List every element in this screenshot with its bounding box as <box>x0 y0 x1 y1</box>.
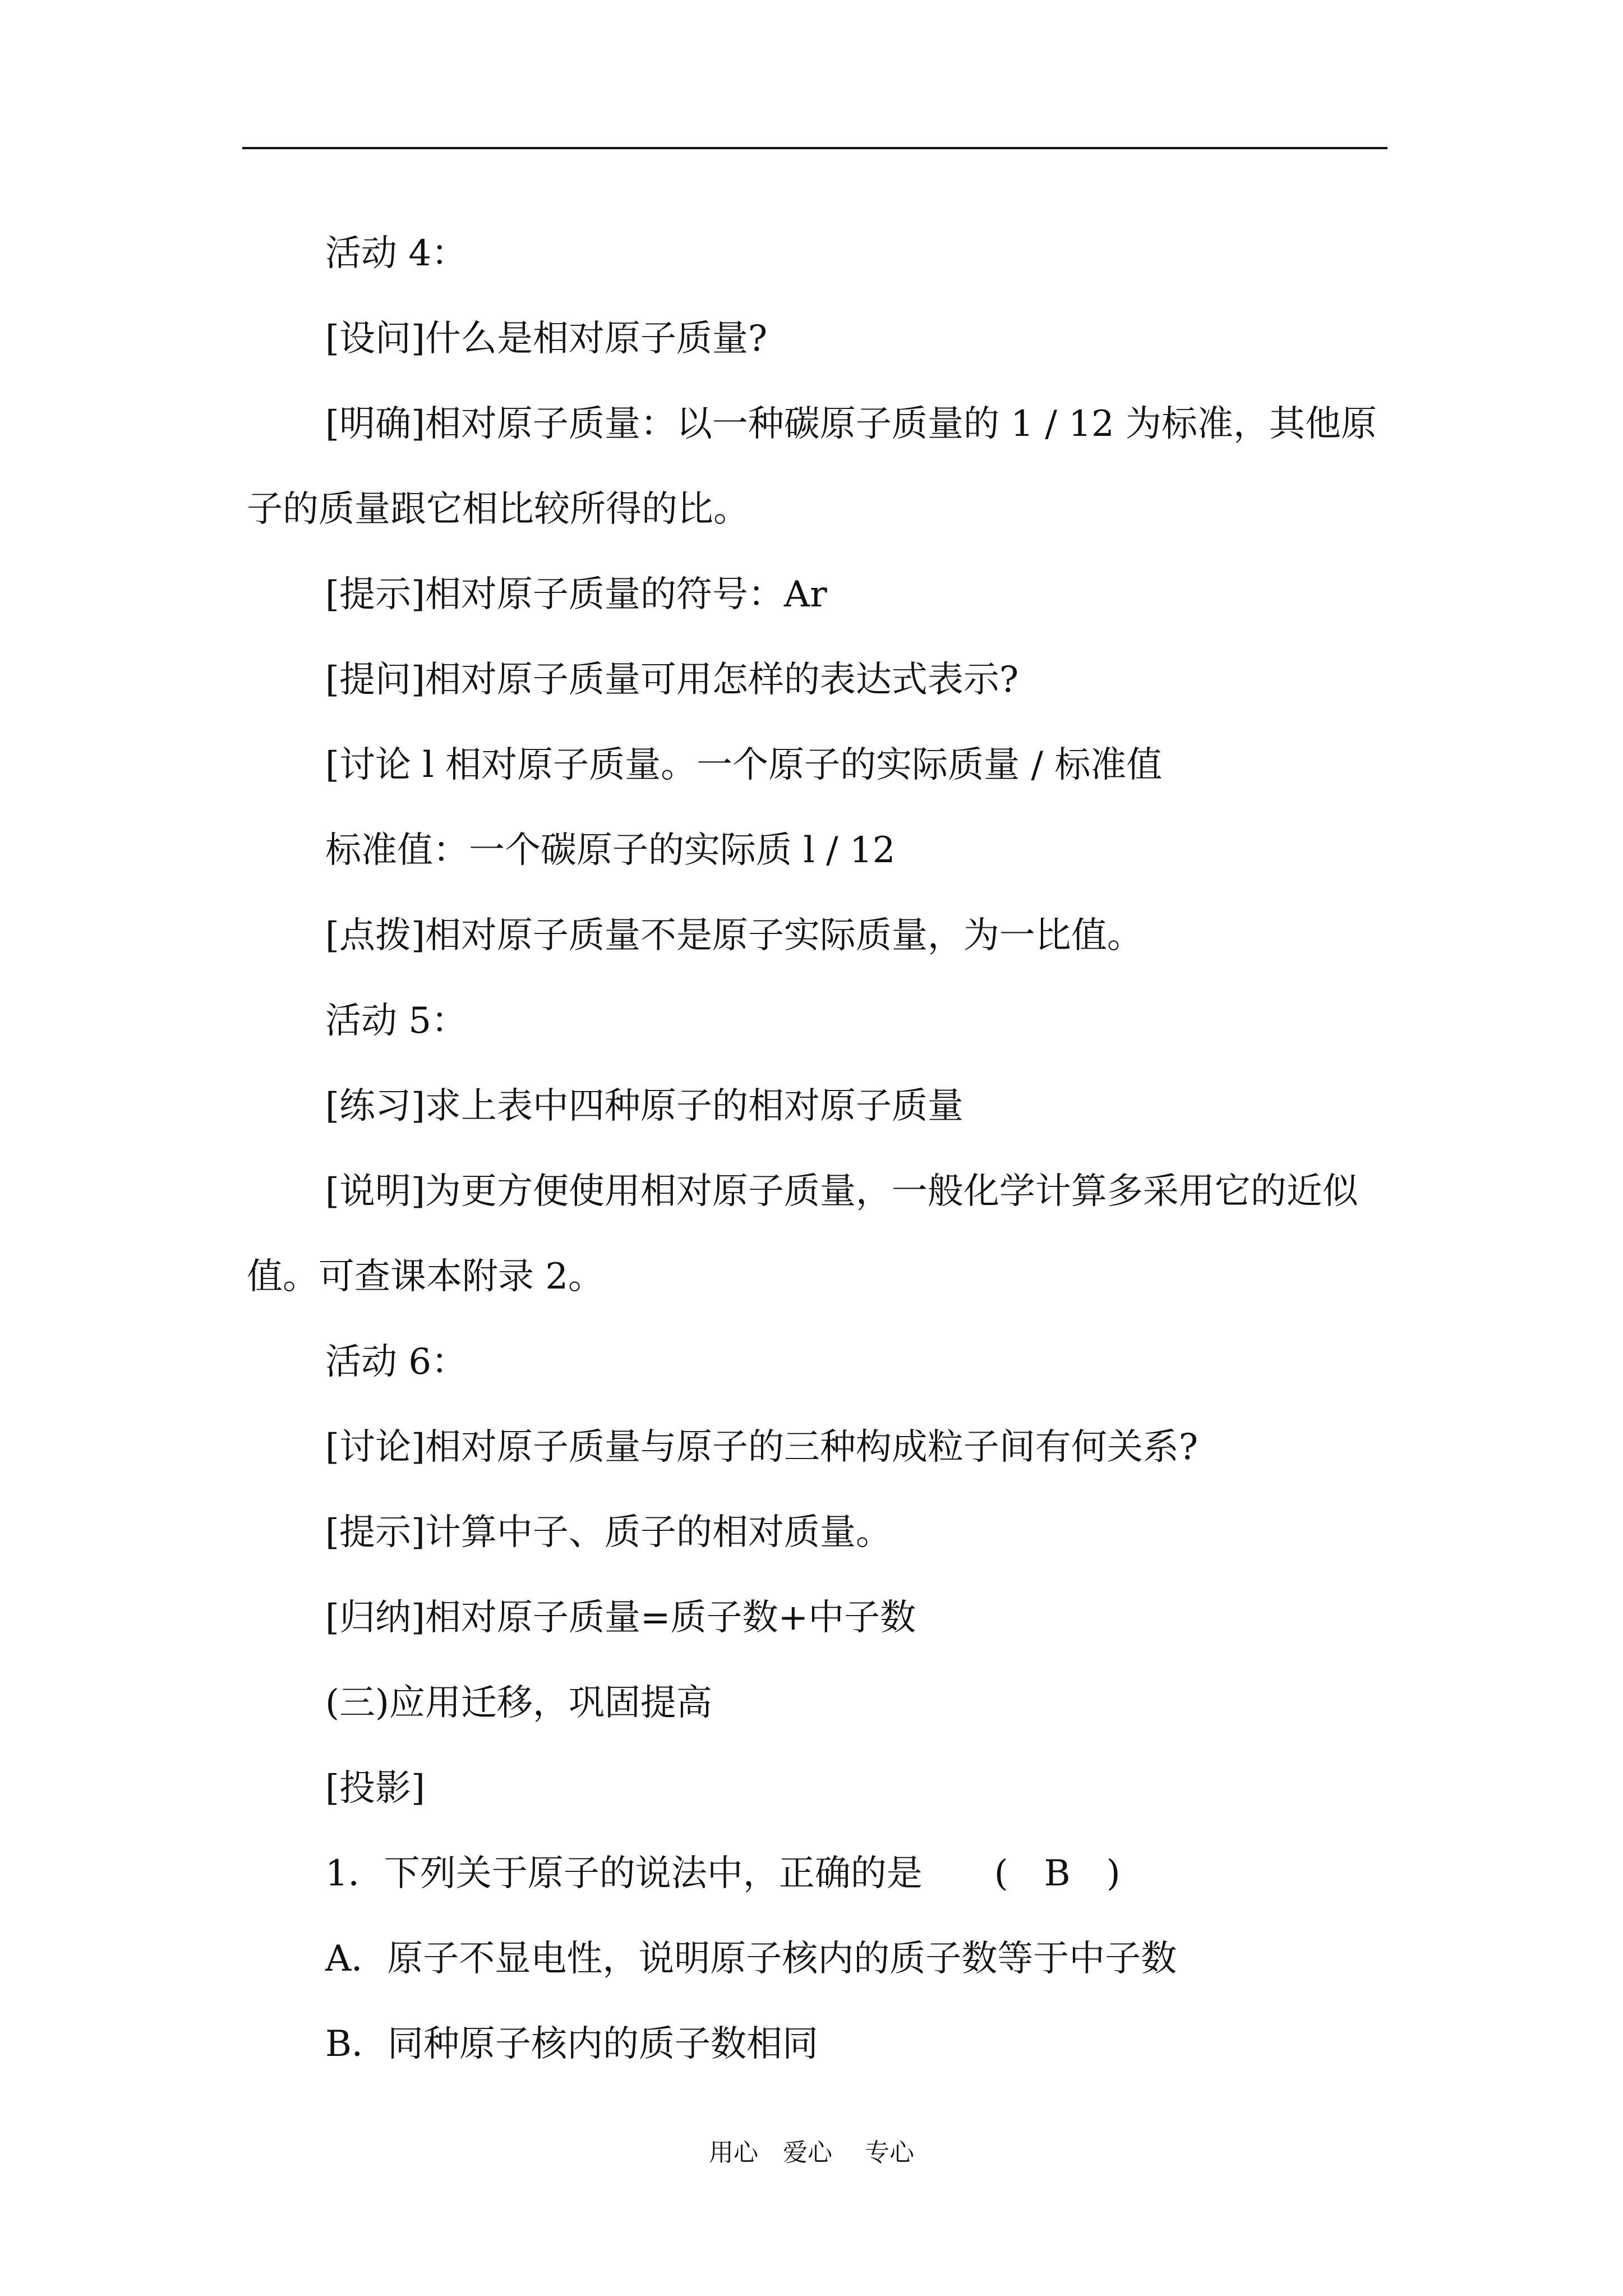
paragraph-section-title: (三)应用迁移，巩固提高 <box>325 1682 712 1724</box>
paragraph-activity-4: 活动 4： <box>325 233 468 274</box>
paragraph-projection: [投影] <box>325 1768 425 1809</box>
paragraph-explanation: [说明]为更方便使用相对原子质量，一般化学计算多采用它的近似值。可查课本附录 2。 <box>247 1171 1358 1297</box>
page-footer: 用心 爱心 专心 <box>709 2138 914 2167</box>
paragraph-question: [设问]什么是相对原子质量? <box>325 318 768 360</box>
paragraph-calculation-hint: [提示]计算中子、质子的相对质量。 <box>325 1512 892 1553</box>
paragraph-activity-6: 活动 6： <box>325 1341 468 1383</box>
paragraph-guidance: [点拨]相对原子质量不是原子实际质量，为一比值。 <box>325 915 1143 956</box>
option-a: A．原子不显电性，说明原子核内的质子数等于中子数 <box>325 1938 1177 1980</box>
paragraph-definition: [明确]相对原子质量：以一种碳原子质量的 1 / 12 为标准，其他原子的质量跟它相比较所得的比。 <box>247 403 1377 530</box>
paragraph-relation-discussion: [讨论]相对原子质量与原子的三种构成粒子间有何关系? <box>325 1427 1198 1468</box>
question-1: 1．下列关于原子的说法中，正确的是 ( B ) <box>325 1853 1121 1894</box>
paragraph-summary: [归纳]相对原子质量=质子数+中子数 <box>325 1597 916 1639</box>
paragraph-exercise: [练习]求上表中四种原子的相对原子质量 <box>325 1085 963 1127</box>
option-b: B．同种原子核内的质子数相同 <box>325 2023 819 2065</box>
paragraph-expression-question: [提问]相对原子质量可用怎样的表达式表示? <box>325 659 1019 701</box>
document-body <box>247 211 1385 2087</box>
paragraph-standard-value: 标准值：一个碳原子的实际质 l / 12 <box>325 830 896 871</box>
paragraph-symbol-hint: [提示]相对原子质量的符号：Ar <box>325 574 827 615</box>
header-rule <box>242 147 1387 149</box>
paragraph-activity-5: 活动 5： <box>325 1000 468 1042</box>
paragraph-discussion-formula: [讨论 l 相对原子质量。一个原子的实际质量 / 标准值 <box>325 744 1163 786</box>
